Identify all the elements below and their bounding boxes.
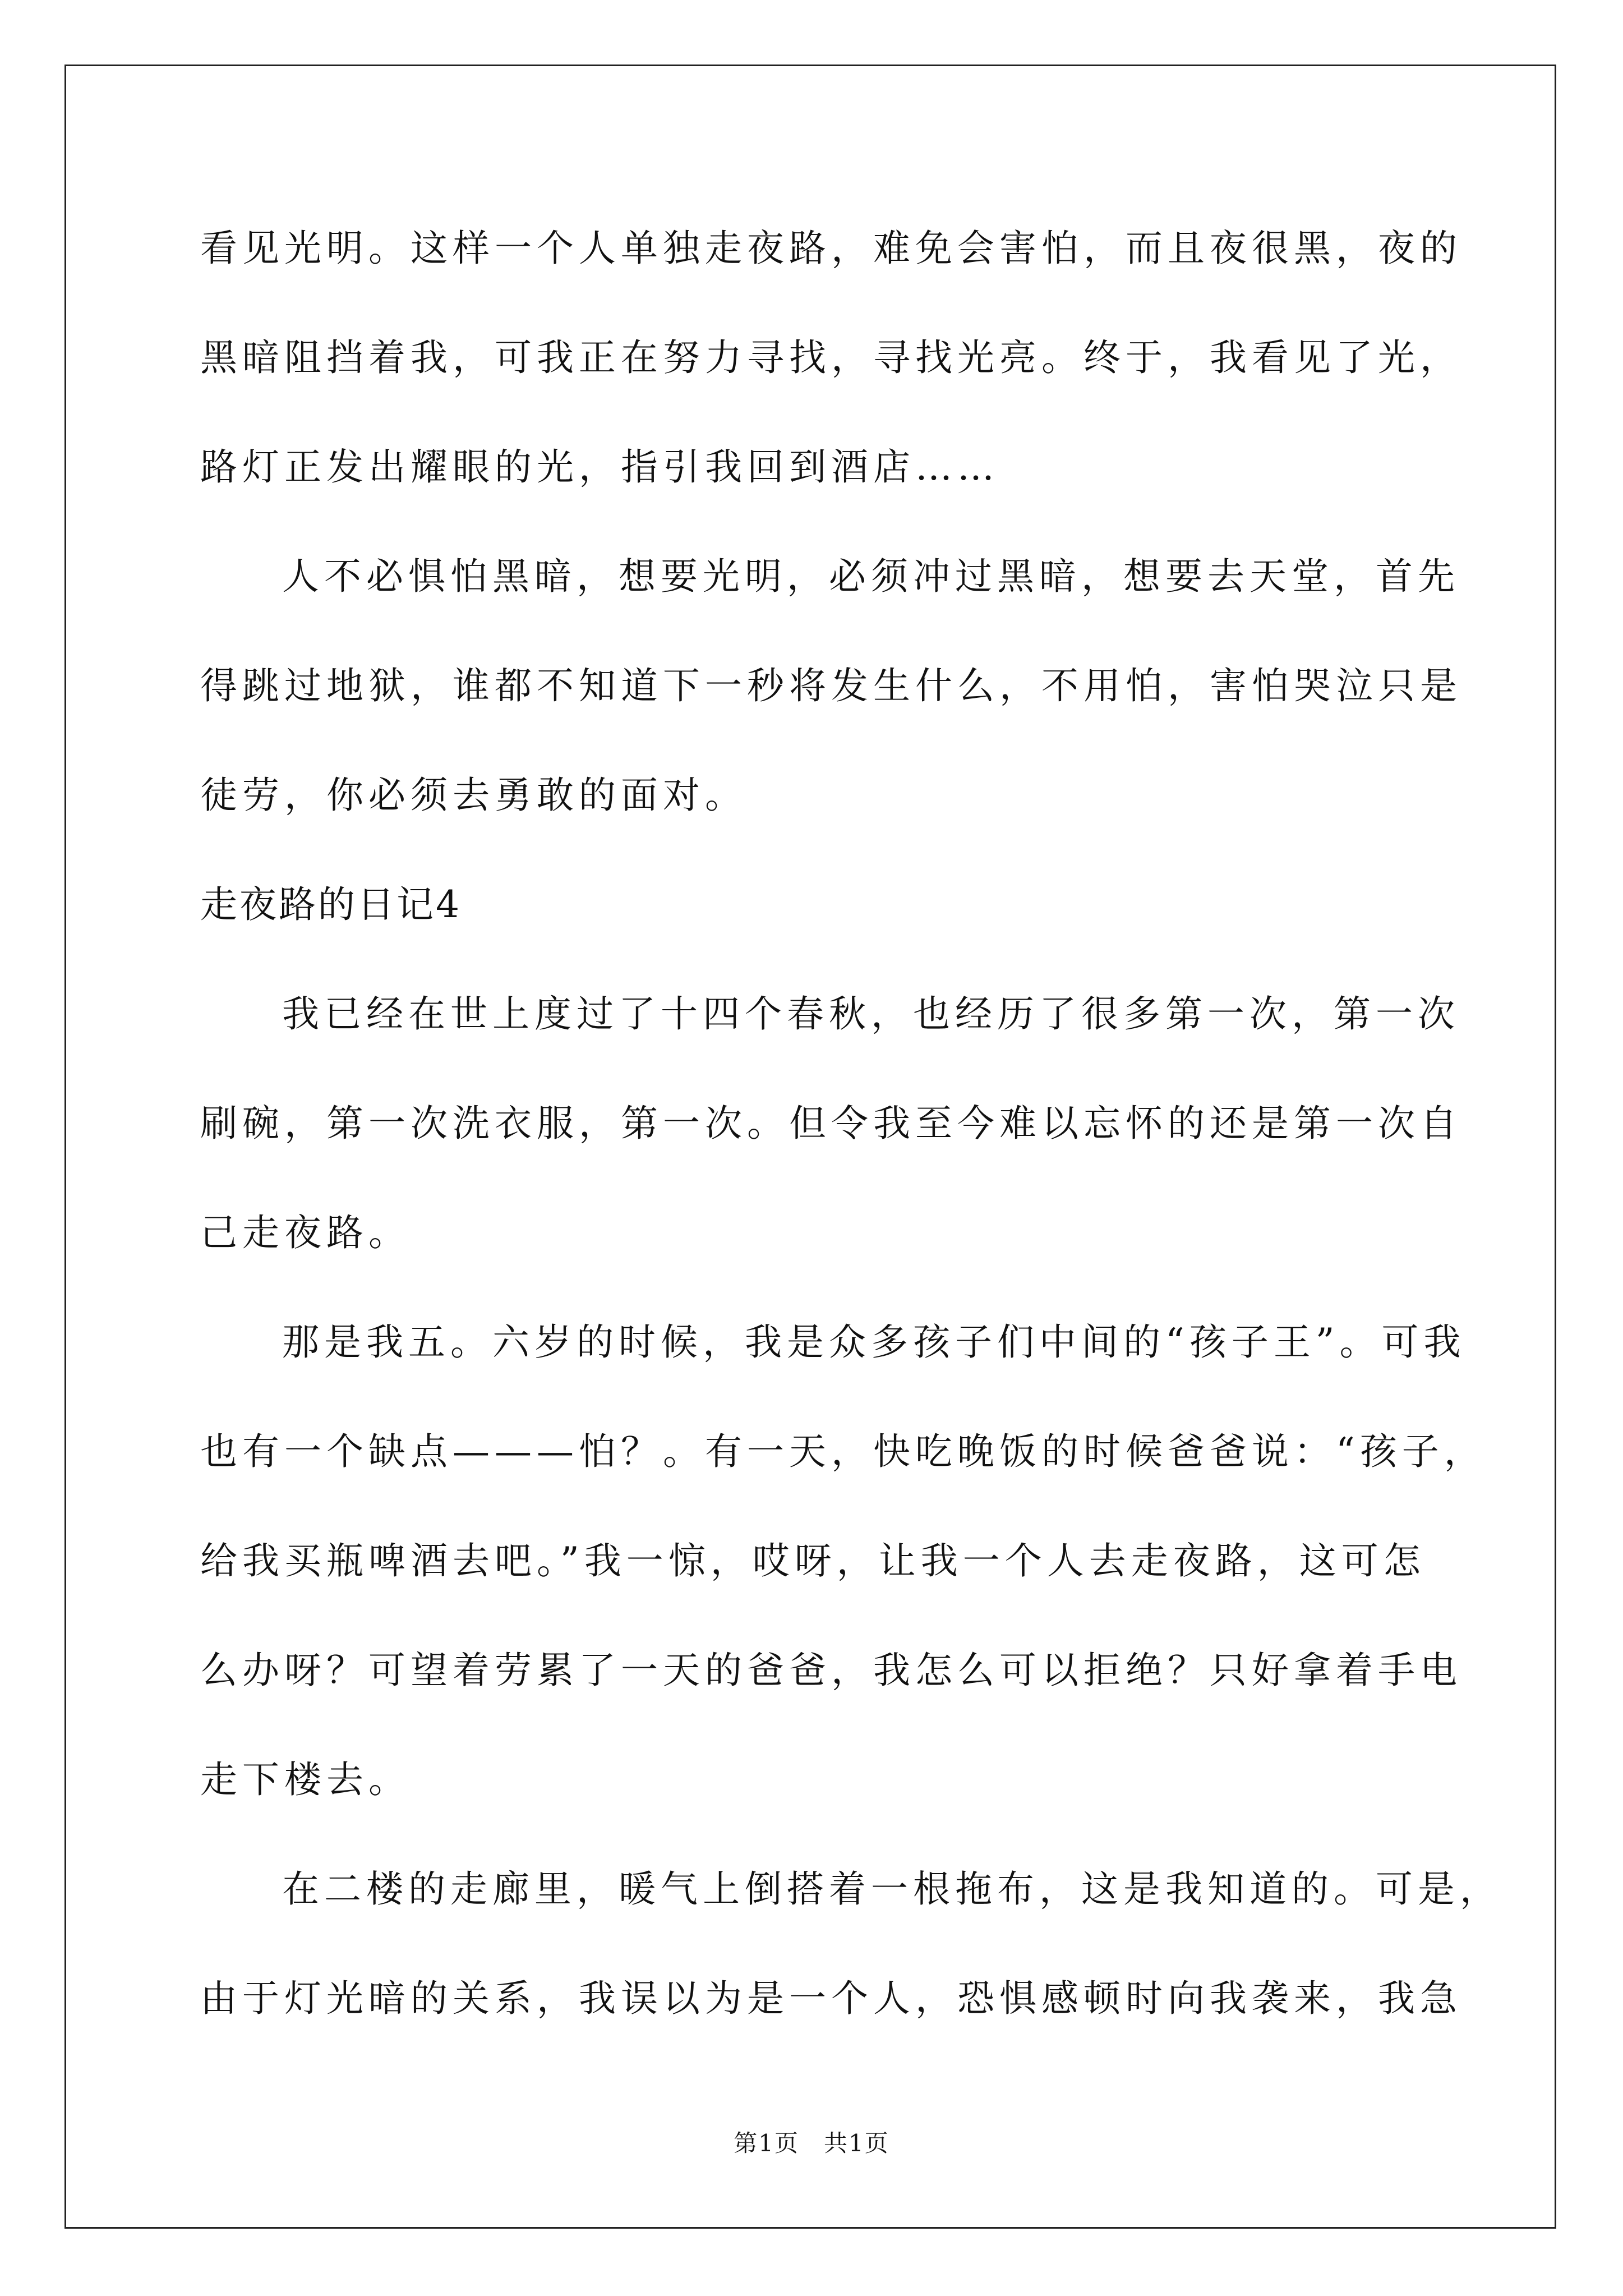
page-number-footer: 第1页 共1页 bbox=[734, 2129, 889, 2157]
paragraph-2-line-2: 得跳过地狱，谁都不知道下一秒将发生什么，不用怕，害怕哭泣只是 bbox=[200, 664, 1462, 707]
paragraph-3-line-1: 我已经在世上度过了十四个春秋，也经历了很多第一次，第一次 bbox=[282, 992, 1460, 1036]
paragraph-1-line-1: 看见光明。这样一个人单独走夜路，难免会害怕，而且夜很黑，夜的 bbox=[200, 227, 1462, 270]
paragraph-3-line-2: 刷碗，第一次洗衣服，第一次。但令我至今难以忘怀的还是第一次自 bbox=[200, 1102, 1462, 1145]
paragraph-1-line-2: 黑暗阻挡着我，可我正在努力寻找，寻找光亮。终于，我看见了光， bbox=[200, 336, 1462, 379]
paragraph-4-line-5: 走下楼去。 bbox=[200, 1758, 411, 1801]
paragraph-4-line-4: 么办呀？可望着劳累了一天的爸爸，我怎么可以拒绝？只好拿着手电 bbox=[200, 1649, 1462, 1692]
paragraph-4-line-1: 那是我五。六岁的时候，我是众多孩子们中间的“孩子王”。可我 bbox=[282, 1320, 1466, 1364]
paragraph-4-line-2: 也有一个缺点———怕？。有一天，快吃晚饭的时候爸爸说：“孩子， bbox=[200, 1430, 1486, 1473]
paragraph-5-line-1: 在二楼的走廊里，暖气上倒搭着一根拖布，这是我知道的。可是， bbox=[282, 1867, 1502, 1911]
section-heading: 走夜路的日记4 bbox=[200, 883, 462, 926]
paragraph-1-line-3: 路灯正发出耀眼的光，指引我回到酒店…… bbox=[200, 445, 999, 489]
paragraph-3-line-3: 己走夜路。 bbox=[200, 1211, 411, 1254]
paragraph-5-line-2: 由于灯光暗的关系，我误以为是一个人，恐惧感顿时向我袭来，我急 bbox=[200, 1977, 1462, 2020]
paragraph-4-line-3: 给我买瓶啤酒去吧。”我一惊，哎呀，让我一个人去走夜路，这可怎 bbox=[200, 1539, 1426, 1582]
paragraph-2-line-3: 徒劳，你必须去勇敢的面对。 bbox=[200, 774, 747, 817]
paragraph-2-line-1: 人不必惧怕黑暗，想要光明，必须冲过黑暗，想要去天堂，首先 bbox=[282, 555, 1460, 598]
